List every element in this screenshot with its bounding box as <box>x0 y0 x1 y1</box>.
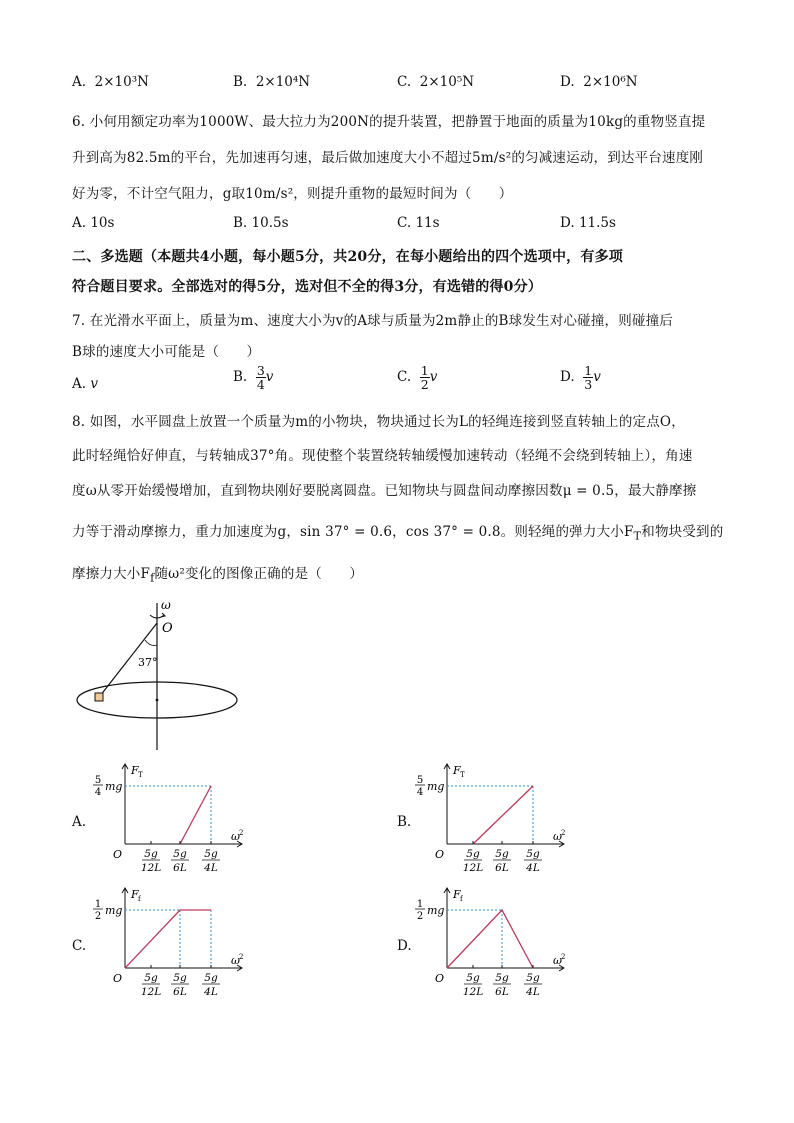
q6-option-c <box>397 215 440 231</box>
x-tick-den: 6L <box>173 986 187 998</box>
x-tick-den: 6L <box>495 986 509 998</box>
x-tick-num: 5g <box>466 972 480 984</box>
origin-label: O <box>435 972 445 985</box>
option-key: C. <box>397 215 412 231</box>
graph-curve <box>447 910 533 968</box>
y-value-tail: mg <box>427 780 445 793</box>
x-axis-label: ω <box>553 954 562 967</box>
y-value-den: 2 <box>94 911 102 922</box>
option-key: D. <box>560 369 575 385</box>
origin-label: O <box>435 848 445 861</box>
section-2-heading-line-1: 二、多选题（本题共4小题，每小题5分，共20分，在每小题给出的四个选项中，有多项 <box>72 249 623 265</box>
y-axis-label: F <box>453 764 461 777</box>
x-tick-num: 5g <box>526 972 540 984</box>
x-axis-label-sup: 2 <box>239 953 244 961</box>
fraction: $\frac{1}{2}$ <box>420 363 429 392</box>
x-tick-den: 4L <box>526 986 540 998</box>
option-key: B. <box>233 369 248 385</box>
y-value-den: 2 <box>416 911 424 922</box>
x-tick-den: 12L <box>140 986 162 998</box>
text: 摩擦力大小F <box>72 566 151 582</box>
graph-curve <box>473 786 533 844</box>
y-axis-label-sub: f <box>138 895 141 903</box>
option-tail: v <box>593 369 601 385</box>
text: 力等于滑动摩擦力，重力加速度为g，sin 37° = 0.6，cos 37° = 0.8。则轻绳的弹力大小F <box>72 524 634 540</box>
option-tail: v <box>265 369 274 385</box>
q8-line-4 <box>72 520 723 543</box>
option-key: A. <box>72 215 87 231</box>
graph-key-a: A. <box>72 814 87 830</box>
graph-curve <box>180 786 211 844</box>
graph-b <box>414 758 574 882</box>
y-axis-label-sub: f <box>460 895 463 903</box>
y-value-den: 4 <box>94 787 102 798</box>
q5-option-b <box>233 74 310 90</box>
q5-option-d <box>560 74 638 90</box>
option-key: A. <box>72 376 87 392</box>
x-tick-num: 5g <box>526 848 540 860</box>
omega-label: ω <box>161 598 171 612</box>
text: 和物块受到的 <box>641 524 724 540</box>
q8-line-5 <box>72 562 363 585</box>
x-tick-den: 12L <box>462 986 484 998</box>
x-tick-num: 5g <box>173 848 187 860</box>
q7-line-1: 7. 在光滑水平面上，质量为m、速度大小为v的A球与质量为2m静止的B球发生对心碰撞，则碰撞后 <box>72 313 674 329</box>
block <box>95 693 103 701</box>
x-axis-label: ω <box>231 954 240 967</box>
option-text: 2×10⁴N <box>255 74 311 90</box>
graph-key-d: D. <box>397 938 412 954</box>
option-key: C. <box>397 74 412 90</box>
x-tick-den: 6L <box>495 862 509 874</box>
x-axis-label: ω <box>553 830 562 843</box>
x-tick-den: 12L <box>462 862 484 874</box>
origin-label: O <box>113 972 123 985</box>
q6-option-a <box>72 215 114 231</box>
x-tick-den: 4L <box>526 862 540 874</box>
option-key: D. <box>560 215 575 231</box>
option-key: D. <box>560 74 575 90</box>
text: 随ω²变化的图像正确的是（ ） <box>154 566 364 582</box>
option-key: C. <box>397 369 412 385</box>
angle-label: 37° <box>138 656 158 669</box>
x-tick-den: 12L <box>140 862 162 874</box>
q5-option-c <box>397 74 474 90</box>
y-value-tail: mg <box>105 780 123 793</box>
y-value-num: 1 <box>416 899 424 910</box>
option-key: B. <box>233 215 248 231</box>
x-tick-num: 5g <box>144 848 158 860</box>
y-value-den: 4 <box>416 787 424 798</box>
q6-line-3: 好为零，不计空气阻力，g取10m/s²，则提升重物的最短时间为（ ） <box>72 186 513 202</box>
option-tail: v <box>429 369 438 385</box>
y-axis-label: F <box>131 888 139 901</box>
fraction: $\frac{1}{3}$ <box>584 363 593 392</box>
option-key: A. <box>72 74 87 90</box>
q6-line-2: 升到高为82.5m的平台，先加速再匀速，最后做加速度大小不超过5m/s²的匀减速运动，到达平台速度刚 <box>72 150 704 166</box>
y-axis-label: F <box>453 888 461 901</box>
x-tick-den: 4L <box>204 862 218 874</box>
option-text: 11s <box>415 215 440 231</box>
q7-option-b <box>233 364 273 391</box>
y-axis-label-sub: T <box>138 771 143 779</box>
q7-option-a <box>72 376 98 392</box>
y-value-num: 5 <box>94 775 102 786</box>
x-tick-den: 4L <box>204 986 218 998</box>
q6-option-b <box>233 215 289 231</box>
graph-curve <box>125 910 211 968</box>
option-text: 11.5s <box>578 215 616 231</box>
x-tick-den: 6L <box>173 862 187 874</box>
x-tick-num: 5g <box>204 848 218 860</box>
x-tick-num: 5g <box>204 972 218 984</box>
y-value-num: 1 <box>94 899 102 910</box>
graph-c <box>92 882 252 1006</box>
fraction: $\frac{3}{4}$ <box>256 363 265 392</box>
q7-line-2: B球的速度大小可能是（ ） <box>72 344 261 360</box>
subscript: T <box>633 529 642 543</box>
q7-option-c <box>397 364 437 391</box>
y-value-tail: mg <box>427 904 445 917</box>
option-key: B. <box>233 74 248 90</box>
option-text: v <box>90 376 98 392</box>
origin-label: O <box>113 848 123 861</box>
option-text: 2×10⁶N <box>583 74 638 90</box>
y-value-tail: mg <box>105 904 123 917</box>
graph-a <box>92 758 252 882</box>
point-o-label: O <box>162 621 173 636</box>
graph-key-c: C. <box>72 938 87 954</box>
q7-option-d <box>560 364 601 391</box>
q8-line-3: 度ω从零开始缓慢增加，直到物块刚好要脱离圆盘。已知物块与圆盘间动摩擦因数μ = 0.5，最大静摩擦 <box>72 483 697 499</box>
q6-line-1: 6. 小何用额定功率为1000W、最大拉力为200N的提升装置，把静置于地面的质量为10kg的重物竖直提 <box>72 114 706 130</box>
x-axis-label-sup: 2 <box>561 829 566 837</box>
option-text: 10s <box>90 215 115 231</box>
graph-d <box>414 882 574 1006</box>
option-text: 2×10³N <box>94 74 149 90</box>
y-axis-label: F <box>131 764 139 777</box>
q5-option-a <box>72 74 149 90</box>
y-value-num: 5 <box>416 775 424 786</box>
x-axis-label-sup: 2 <box>561 953 566 961</box>
q6-option-d <box>560 215 616 231</box>
q8-line-1: 8. 如图，水平圆盘上放置一个质量为m的小物块，物块通过长为L的轻绳连接到竖直转轴上的定点O， <box>72 414 685 430</box>
section-2-heading-line-2: 符合题目要求。全部选对的得5分，选对但不全的得3分，有选错的得0分） <box>72 279 543 295</box>
option-text: 10.5s <box>251 215 289 231</box>
x-tick-num: 5g <box>466 848 480 860</box>
x-tick-num: 5g <box>173 972 187 984</box>
option-text: 2×10⁵N <box>419 74 475 90</box>
x-tick-num: 5g <box>495 848 509 860</box>
subscript: f <box>150 571 155 585</box>
x-tick-num: 5g <box>495 972 509 984</box>
x-axis-label: ω <box>231 830 240 843</box>
x-tick-num: 5g <box>144 972 158 984</box>
y-axis-label-sub: T <box>460 771 465 779</box>
apparatus-figure <box>70 595 250 755</box>
x-axis-label-sup: 2 <box>239 829 244 837</box>
q8-line-2: 此时轻绳恰好伸直，与转轴成37°角。现使整个装置绕转轴缓慢加速转动（轻绳不会绕到转轴上），角速 <box>72 448 693 464</box>
graph-key-b: B. <box>397 814 412 830</box>
